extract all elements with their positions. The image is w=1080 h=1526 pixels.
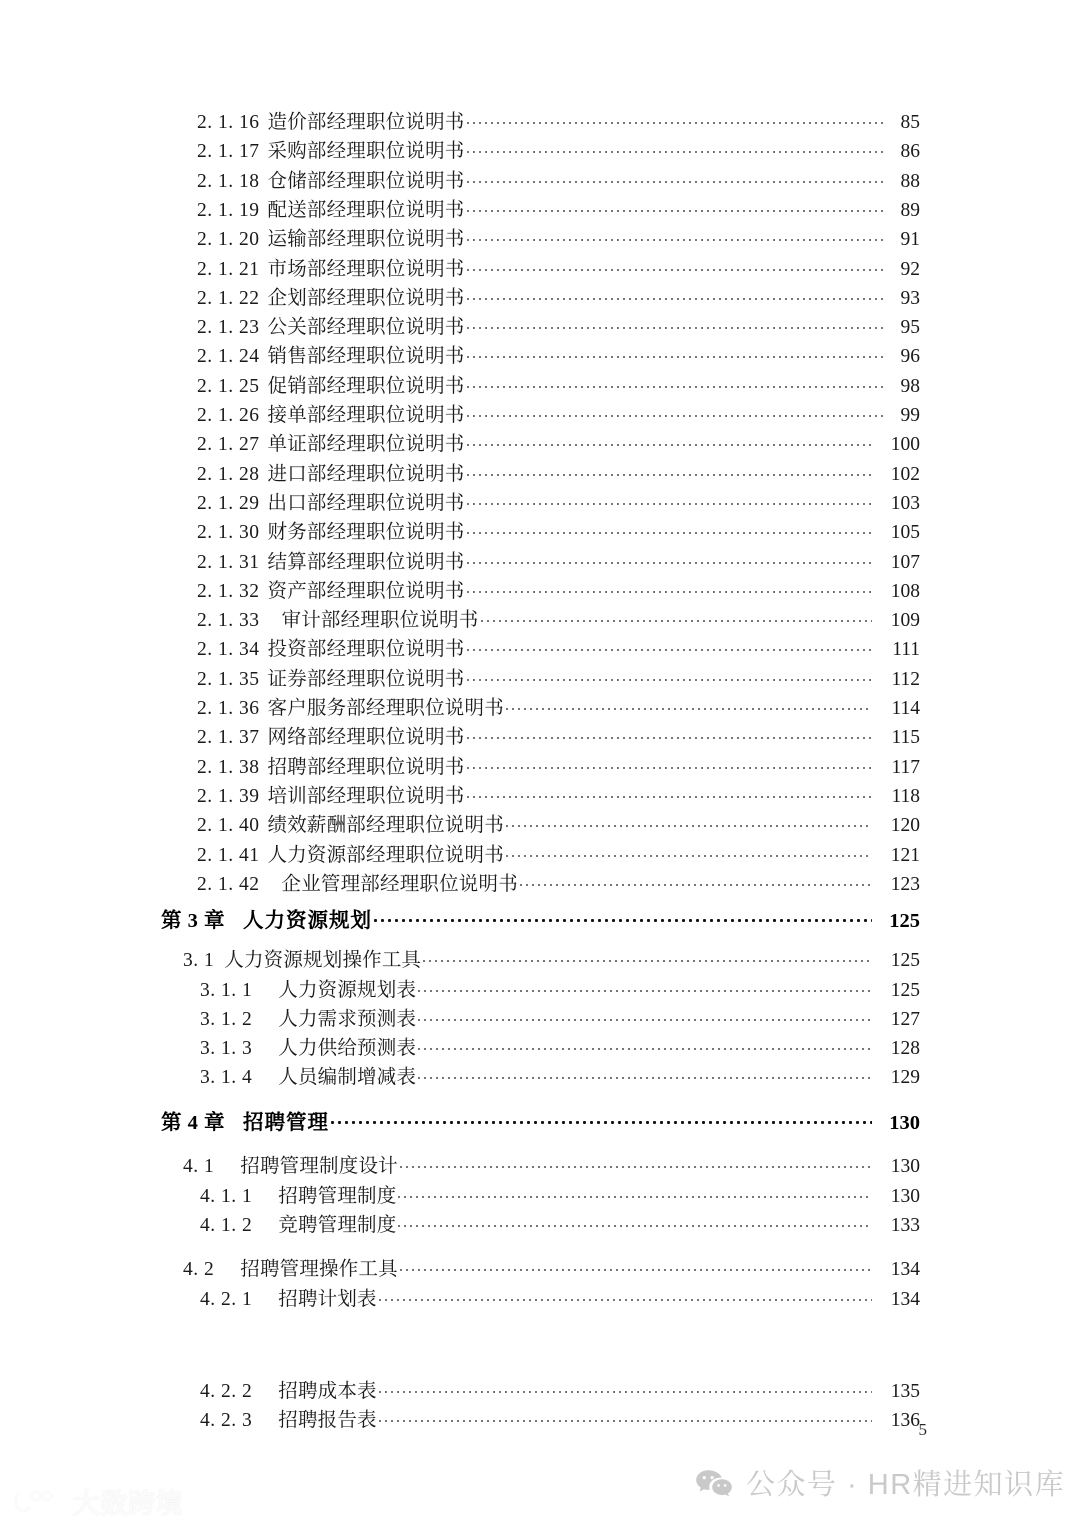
toc-entry-title: 企划部经理职位说明书 xyxy=(267,287,465,309)
toc-entry-title: 招聘报告表 xyxy=(278,1410,377,1431)
toc-entry-number: 2. 1. 42 xyxy=(197,873,260,895)
toc-entry-title: 招聘成本表 xyxy=(278,1381,377,1402)
toc-entry[interactable] xyxy=(0,428,1080,457)
toc-entry-title: 人力资源规划表 xyxy=(278,980,417,1001)
toc-dot-leader xyxy=(377,1378,872,1397)
toc-entry-title: 促销部经理职位说明书 xyxy=(267,375,465,397)
toc-entry[interactable] xyxy=(0,604,1080,633)
toc-entry-page: 117 xyxy=(891,756,920,778)
toc-entry[interactable] xyxy=(0,399,1080,428)
toc-entry-number: 3. 1. 4 xyxy=(200,1067,253,1088)
toc-entry-title: 人力资源规划 xyxy=(243,910,372,932)
toc-entry-number: 2. 1. 41 xyxy=(197,844,260,866)
toc-dot-leader xyxy=(465,197,883,216)
toc-entry-number: 2. 1. 17 xyxy=(197,141,260,163)
toc-entry-page-wrap xyxy=(873,669,920,691)
toc-dot-leader xyxy=(504,695,872,714)
toc-entry-page-wrap xyxy=(873,1259,920,1281)
toc-entry-title: 出口部经理职位说明书 xyxy=(267,492,465,514)
toc-entry-page-wrap xyxy=(873,581,920,603)
toc-entry-page-wrap xyxy=(873,1038,920,1060)
toc-entry-page: 125 xyxy=(889,910,920,932)
toc-entry-page: 86 xyxy=(900,141,920,163)
toc-entry[interactable] xyxy=(0,1150,1080,1179)
toc-entry[interactable] xyxy=(0,663,1080,692)
toc-entry-number: 2. 1. 23 xyxy=(197,317,260,339)
toc-dot-leader xyxy=(465,431,872,450)
toc-entry-page: 98 xyxy=(900,375,920,397)
toc-entry-title: 市场部经理职位说明书 xyxy=(267,258,465,280)
toc-entry-page: 118 xyxy=(891,785,920,807)
toc-entry-title: 证券部经理职位说明书 xyxy=(267,668,465,690)
toc-entry[interactable] xyxy=(0,194,1080,223)
wechat-icon xyxy=(694,1468,734,1498)
toc-entry-number: 4. 1. 1 xyxy=(200,1186,253,1207)
toc-entry-page-wrap xyxy=(873,1186,920,1208)
toc-dot-leader xyxy=(465,461,872,480)
toc-entry[interactable] xyxy=(0,223,1080,252)
toc-entry-title: 招聘部经理职位说明书 xyxy=(267,756,465,778)
toc-entry-page-wrap xyxy=(873,1067,920,1089)
toc-entry-title: 招聘管理操作工具 xyxy=(240,1259,398,1280)
toc-dot-leader xyxy=(377,1286,872,1305)
toc-entry-title: 绩效薪酬部经理职位说明书 xyxy=(267,815,504,837)
toc-entry[interactable] xyxy=(0,282,1080,311)
toc-entry-number: 2. 1. 21 xyxy=(197,258,260,280)
toc-entry[interactable] xyxy=(0,692,1080,721)
toc-entry-page: 89 xyxy=(900,199,920,221)
toc-dot-leader xyxy=(465,724,872,743)
toc-entry-page: 114 xyxy=(891,698,920,719)
toc-entry-page: 93 xyxy=(900,287,920,309)
toc-entry-title: 企业管理部经理职位说明书 xyxy=(281,873,518,895)
toc-entry-page: 130 xyxy=(889,1112,920,1134)
toc-entry-page-wrap xyxy=(873,910,920,933)
toc-entry-page: 130 xyxy=(890,1156,920,1177)
toc-entry-number: 2. 1. 38 xyxy=(197,756,260,778)
toc-entry-page-wrap xyxy=(873,980,920,1002)
toc-dot-leader xyxy=(416,1035,872,1054)
toc-entry[interactable] xyxy=(0,1061,1080,1090)
toc-entry-number: 第 4 章 xyxy=(161,1112,225,1134)
toc-entry[interactable] xyxy=(0,1283,1080,1312)
toc-entry-page-wrap xyxy=(873,727,920,749)
toc-entry-number: 2. 1. 29 xyxy=(197,492,260,514)
toc-entry[interactable] xyxy=(0,311,1080,340)
toc-entry-title: 人力供给预测表 xyxy=(278,1038,417,1059)
toc-dot-leader xyxy=(465,402,883,421)
toc-entry-number: 4. 1. 2 xyxy=(200,1215,253,1236)
toc-entry-page-wrap xyxy=(873,522,920,544)
toc-entry-page: 125 xyxy=(890,980,920,1001)
toc-entry-page-wrap xyxy=(873,698,920,720)
toc-entry-title: 配送部经理职位说明书 xyxy=(267,199,465,221)
toc-entry-title: 招聘计划表 xyxy=(278,1289,377,1310)
toc-entry-title: 投资部经理职位说明书 xyxy=(267,639,465,661)
toc-entry-title: 人力资源规划操作工具 xyxy=(224,950,422,971)
toc-entry-page: 105 xyxy=(890,522,920,544)
toc-entry-title: 网络部经理职位说明书 xyxy=(267,727,465,749)
toc-entry[interactable] xyxy=(0,487,1080,516)
toc-entry[interactable] xyxy=(0,546,1080,575)
toc-entry-page-wrap xyxy=(873,610,920,632)
page-folio: 5 xyxy=(918,1420,927,1439)
toc-entry-number: 2. 1. 25 xyxy=(197,375,260,397)
toc-entry[interactable] xyxy=(0,340,1080,369)
toc-dot-leader xyxy=(465,373,883,392)
toc-dot-leader xyxy=(329,1110,872,1129)
toc-entry-page-wrap xyxy=(873,1156,920,1178)
toc-entry-title: 客户服务部经理职位说明书 xyxy=(267,698,504,719)
toc-entry-number: 2. 1. 37 xyxy=(197,727,260,749)
toc-entry-page: 133 xyxy=(890,1215,920,1236)
toc-entry-page: 134 xyxy=(890,1259,920,1280)
toc-entry-number: 2. 1. 27 xyxy=(197,434,260,456)
toc-entry-page-wrap xyxy=(873,1009,920,1031)
toc-entry-page-wrap xyxy=(884,141,920,163)
toc-entry-page-wrap xyxy=(873,639,920,661)
toc-entry-page: 103 xyxy=(890,492,920,514)
toc-entry-page: 108 xyxy=(890,580,920,602)
toc-entry-title: 接单部经理职位说明书 xyxy=(267,405,465,426)
toc-entry-number: 4. 2. 2 xyxy=(200,1381,253,1402)
toc-entry-number: 2. 1. 22 xyxy=(197,287,260,309)
toc-entry-page-wrap xyxy=(884,112,920,134)
toc-entry-number: 3. 1. 2 xyxy=(200,1009,253,1030)
toc-entry[interactable] xyxy=(0,165,1080,194)
toc-entry-title: 招聘管理制度 xyxy=(278,1186,397,1207)
toc-entry[interactable] xyxy=(0,253,1080,282)
toc-entry-page-wrap xyxy=(873,1215,920,1237)
toc-dot-leader xyxy=(465,314,883,333)
toc-entry-title: 财务部经理职位说明书 xyxy=(267,522,465,544)
toc-entry[interactable] xyxy=(0,1032,1080,1061)
toc-entry-page: 111 xyxy=(892,639,920,661)
toc-entry-page: 130 xyxy=(890,1186,920,1207)
toc-dot-leader xyxy=(398,1256,872,1275)
toc-entry-number: 2. 1. 35 xyxy=(197,668,260,690)
toc-entry-number: 2. 1. 36 xyxy=(197,698,260,719)
toc-entry[interactable] xyxy=(0,106,1080,135)
toc-entry-title: 招聘管理 xyxy=(243,1112,329,1134)
toc-entry-page: 88 xyxy=(900,170,920,192)
toc-entry-page-wrap xyxy=(873,1289,920,1311)
toc-dot-leader xyxy=(465,783,872,802)
toc-entry-title: 公关部经理职位说明书 xyxy=(267,317,465,339)
toc-entry-page: 85 xyxy=(900,112,920,133)
toc-dot-leader xyxy=(465,343,883,362)
toc-entry-page-wrap xyxy=(884,288,920,310)
toc-entry-title: 销售部经理职位说明书 xyxy=(267,346,465,368)
toc-entry[interactable] xyxy=(0,516,1080,545)
toc-entry-page-wrap xyxy=(873,845,920,867)
toc-entry-page: 135 xyxy=(890,1381,920,1402)
toc-entry-number: 3. 1. 1 xyxy=(200,980,253,1001)
toc-entry-page: 96 xyxy=(900,346,920,368)
toc-dot-leader xyxy=(465,109,883,128)
toc-dot-leader xyxy=(465,285,883,304)
toc-entry-number: 2. 1. 24 xyxy=(197,346,260,368)
toc-dot-leader xyxy=(465,226,883,245)
toc-entry-number: 4. 2. 3 xyxy=(200,1410,253,1431)
toc-dot-leader xyxy=(465,636,872,655)
toc-entry[interactable] xyxy=(0,1003,1080,1032)
toc-entry[interactable] xyxy=(0,1253,1080,1282)
toc-entry-number: 2. 1. 33 xyxy=(197,610,260,632)
toc-dot-leader xyxy=(504,812,872,831)
toc-dot-leader xyxy=(396,1212,872,1231)
toc-entry-page: 112 xyxy=(891,668,920,690)
toc-entry-number: 2. 1. 20 xyxy=(197,229,260,251)
toc-dot-leader xyxy=(416,1006,872,1025)
toc-entry-page-wrap xyxy=(873,1112,920,1135)
toc-entry-number: 3. 1. 3 xyxy=(200,1038,253,1059)
toc-entry-page-wrap xyxy=(884,317,920,339)
wechat-watermark-label: 公众号 · HR精进知识库 xyxy=(746,1469,1066,1501)
wechat-watermark xyxy=(694,1462,1065,1503)
toc-entry[interactable] xyxy=(0,721,1080,750)
toc-entry-page-wrap xyxy=(873,552,920,574)
toc-dot-leader xyxy=(465,256,883,275)
toc-entry-number: 2. 1. 16 xyxy=(197,112,260,133)
toc-entry-title: 人力需求预测表 xyxy=(278,1009,417,1030)
toc-dot-leader xyxy=(504,842,872,861)
toc-entry[interactable] xyxy=(0,903,1080,932)
toc-entry[interactable] xyxy=(0,135,1080,164)
toc-dot-leader xyxy=(479,607,872,626)
toc-entry[interactable] xyxy=(0,575,1080,604)
toc-dot-leader xyxy=(465,519,872,538)
toc-entry[interactable] xyxy=(0,751,1080,780)
toc-dot-leader xyxy=(416,977,872,996)
toc-dot-leader xyxy=(398,1153,872,1172)
toc-entry-page: 129 xyxy=(890,1067,920,1088)
toc-dot-leader xyxy=(465,754,872,773)
toc-entry-page-wrap xyxy=(873,950,920,972)
toc-dot-leader xyxy=(465,168,883,187)
toc-entry[interactable] xyxy=(0,1180,1080,1209)
toc-entry-page-wrap xyxy=(873,464,920,486)
toc-entry-page-wrap xyxy=(873,493,920,515)
toc-entry-number: 4. 2 xyxy=(183,1259,215,1280)
toc-entry-page-wrap xyxy=(873,786,920,808)
toc-entry[interactable] xyxy=(0,868,1080,897)
toc-entry-page: 91 xyxy=(900,229,920,251)
toc-dot-leader xyxy=(518,871,872,890)
toc-entry[interactable] xyxy=(0,780,1080,809)
toc-dot-leader xyxy=(377,1407,872,1426)
toc-dot-leader xyxy=(465,578,872,597)
toc-entry-page: 92 xyxy=(900,258,920,280)
toc-dot-leader xyxy=(421,947,872,966)
toc-entry-page-wrap xyxy=(884,229,920,251)
toc-entry-title: 招聘管理制度设计 xyxy=(240,1156,398,1177)
toc-entry[interactable] xyxy=(0,370,1080,399)
toc-entry-page: 125 xyxy=(890,950,920,971)
toc-entry[interactable] xyxy=(0,633,1080,662)
toc-entry-title: 审计部经理职位说明书 xyxy=(281,610,479,632)
toc-entry[interactable] xyxy=(0,944,1080,973)
toc-entry-page-wrap xyxy=(884,259,920,281)
toc-entry-page-wrap xyxy=(884,200,920,222)
toc-entry-number: 2. 1. 18 xyxy=(197,170,260,192)
toc-entry-page: 100 xyxy=(890,434,920,456)
toc-entry[interactable] xyxy=(0,1105,1080,1134)
toc-entry-number: 2. 1. 39 xyxy=(197,785,260,807)
toc-entry-number: 2. 1. 28 xyxy=(197,463,260,485)
toc-entry-page-wrap xyxy=(873,1381,920,1403)
toc-entry-page: 123 xyxy=(890,873,920,895)
toc-entry-number: 4. 2. 1 xyxy=(200,1289,253,1310)
toc-entry-number: 3. 1 xyxy=(183,950,215,971)
brand-watermark-label: 大数跨境 xyxy=(73,1489,183,1519)
toc-entry-page-wrap xyxy=(873,757,920,779)
toc-dot-leader xyxy=(396,1183,872,1202)
toc-entry-page-wrap xyxy=(873,815,920,837)
toc-entry[interactable] xyxy=(0,1375,1080,1404)
toc-entry-title: 结算部经理职位说明书 xyxy=(267,551,465,573)
toc-entry-page-wrap xyxy=(884,405,920,427)
toc-entry-number: 第 3 章 xyxy=(161,910,225,932)
toc-dot-leader xyxy=(465,549,872,568)
toc-entry-number: 2. 1. 31 xyxy=(197,551,260,573)
toc-entry-title: 资产部经理职位说明书 xyxy=(267,580,465,602)
toc-entry-page-wrap xyxy=(884,346,920,368)
toc-entry-title: 竞聘管理制度 xyxy=(278,1215,397,1236)
toc-entry-page-wrap xyxy=(884,376,920,398)
toc-entry-title: 采购部经理职位说明书 xyxy=(267,141,465,163)
toc-entry-number: 2. 1. 26 xyxy=(197,405,260,426)
toc-entry-number: 4. 1 xyxy=(183,1156,215,1177)
toc-entry-page: 109 xyxy=(890,610,920,632)
toc-entry-title: 培训部经理职位说明书 xyxy=(267,785,465,807)
toc-entry-title: 单证部经理职位说明书 xyxy=(267,434,465,456)
toc-entry-page-wrap xyxy=(884,171,920,193)
toc-entry-page: 99 xyxy=(900,405,920,426)
toc-entry-page: 95 xyxy=(900,317,920,339)
toc-entry-page: 128 xyxy=(890,1038,920,1059)
toc-entry-page: 115 xyxy=(891,727,920,749)
toc-entry-page: 134 xyxy=(890,1289,920,1310)
toc-entry-title: 仓储部经理职位说明书 xyxy=(267,170,465,192)
brand-logo-icon xyxy=(14,1488,66,1516)
toc-entry-page: 121 xyxy=(890,844,920,866)
toc-entry[interactable] xyxy=(0,974,1080,1003)
toc-entry-title: 运输部经理职位说明书 xyxy=(267,229,465,251)
toc-entry-page: 136 xyxy=(890,1410,920,1431)
toc-entry-number: 2. 1. 30 xyxy=(197,522,260,544)
toc-entry-number: 2. 1. 40 xyxy=(197,815,260,837)
toc-entry-number: 2. 1. 19 xyxy=(197,199,260,221)
toc-entry-page-wrap xyxy=(873,434,920,456)
toc-entry-page: 102 xyxy=(890,463,920,485)
toc-dot-leader xyxy=(465,666,872,685)
toc-entry-page: 127 xyxy=(890,1009,920,1030)
toc-dot-leader xyxy=(465,138,883,157)
toc-dot-leader xyxy=(372,908,872,927)
toc-dot-leader xyxy=(465,490,872,509)
toc-entry-title: 人力资源部经理职位说明书 xyxy=(267,844,504,866)
brand-watermark xyxy=(14,1482,183,1521)
toc-entry[interactable] xyxy=(0,839,1080,868)
toc-entry-title: 人员编制增减表 xyxy=(278,1067,417,1088)
toc-entry[interactable] xyxy=(0,809,1080,838)
toc-entry-number: 2. 1. 34 xyxy=(197,639,260,661)
toc-entry-page: 107 xyxy=(890,551,920,573)
toc-entry-title: 进口部经理职位说明书 xyxy=(267,463,465,485)
toc-entry[interactable] xyxy=(0,1209,1080,1238)
toc-entry-title: 造价部经理职位说明书 xyxy=(267,112,465,133)
toc-entry[interactable] xyxy=(0,458,1080,487)
toc-entry-page: 120 xyxy=(890,815,920,837)
toc-entry-page-wrap xyxy=(873,874,920,896)
toc-dot-leader xyxy=(416,1064,872,1083)
toc-entry-number: 2. 1. 32 xyxy=(197,580,260,602)
toc-entry-page-wrap xyxy=(873,1410,920,1432)
